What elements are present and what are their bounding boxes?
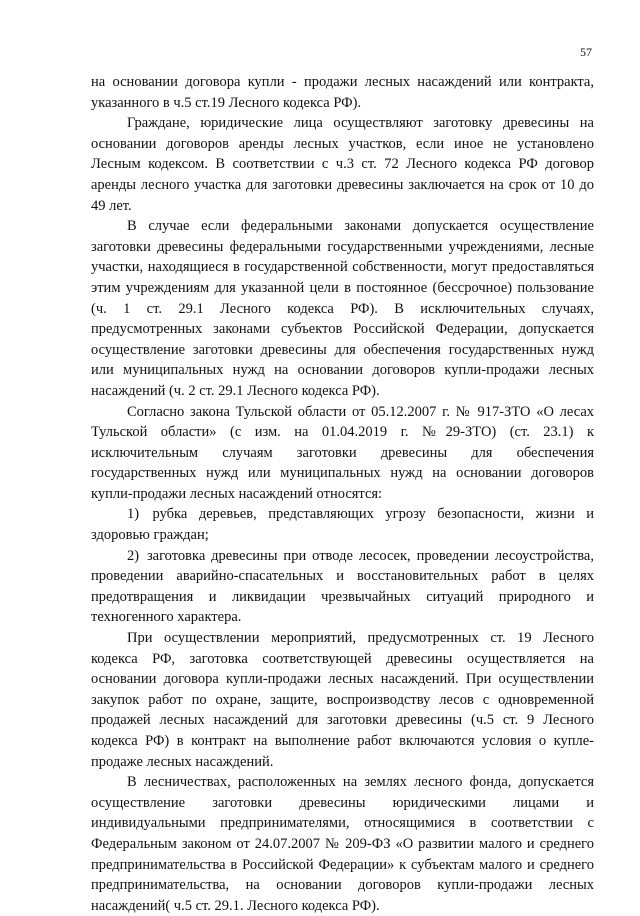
page-number: 57	[580, 45, 592, 59]
paragraph-federal-institutions: В случае если федеральными законами допускается осуществление заготовки древесины федеральными государственными учреждениями, лесные участки, находящиеся в государственной собственности, могут предоставляться этим учреждениям для указанной цели в постоянное (бессрочное) пользование (ч. 1 ст. 29.1 Лесного кодекса РФ). В исключительных случаях, предусмотренных законами субъектов Российской Федерации, допускается осуществление заготовки древесины для обеспечения государственных нужд или муниципальных нужд на основании договоров купли-продажи лесных насаждений (ч. 2 ст. 29.1 Лесного кодекса РФ).	[91, 218, 594, 399]
paragraph-lease: Граждане, юридические лица осуществляют заготовку древесины на основании договоров аренды лесных участков, если иное не установлено Лесным кодексом. В соответствии с ч.3 ст. 72 Лесного кодекса РФ договор аренды лесного участка для заготовки древесины заключается на срок от 10 до 49 лет.	[91, 115, 594, 214]
paragraph-small-business: В лесничествах, расположенных на землях лесного фонда, допускается осуществление заготовки древесины юридическими лицами и индивидуальными предпринимателями, относящимися в соответствии с Федеральным законом от 24.07.2007 № 209-ФЗ «О развитии малого и среднего предпринимательства в Российской Федерации» к субъектам малого и среднего предпринимательства, на основании договоров купли-продажи лесных насаждений( ч.5 ст. 29.1. Лесного кодекса РФ).	[91, 774, 594, 914]
body-text	[91, 72, 594, 916]
paragraph-tula-law: Согласно закона Тульской области от 05.12.2007 г. № 917-ЗТО «О лесах Тульской области» (с изм. на 01.04.2019 г. №29-ЗТО) (ст. 23.1) к исключительным случаям заготовки древесины для обеспечения государственных нужд или муниципальных нужд на основании договоров купли-продажи лесных насаждений относятся:	[91, 403, 594, 502]
paragraph-article-19: При осуществлении мероприятий, предусмотренных ст. 19 Лесного кодекса РФ, заготовка соответствующей древесины осуществляется на основании договора купли-продажи лесных насаждений. При осуществлении закупок работ по охране, защите, воспроизводству лесов с одновременной продажей лесных насаждений для заготовки древесины (ч.5 ст. 9 Лесного кодекса РФ) в контракт на выполнение работ включаются условия о купле-продаже лесных насаждений.	[91, 630, 594, 770]
list-item-number: 2)	[127, 547, 140, 564]
list-item-number: 1)	[127, 506, 140, 523]
list-item-text: рубка деревьев, представляющих угрозу безопасности, жизни и здоровью граждан;	[91, 506, 595, 544]
list-item	[91, 504, 594, 545]
paragraph-continuation: на основании договора купли - продажи лесных насаждений или контракта, указанного в ч.5 ст.19 Лесного кодекса РФ).	[91, 74, 594, 111]
list-item	[91, 546, 594, 628]
list-item-text: заготовка древесины при отводе лесосек, проведении лесоустройства, проведении аварийно-спасательных и восстановительных работ в целях предотвращения и ликвидации чрезвычайных ситуаций природного и техногенного характера.	[91, 547, 594, 626]
